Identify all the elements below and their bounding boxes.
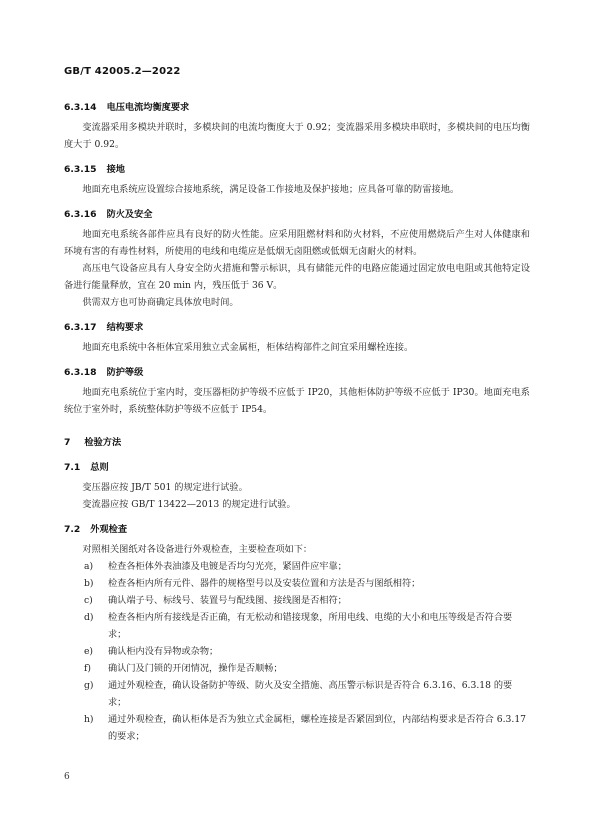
paragraph: 地面充电系统应设置综合接地系统，满足设备工作接地及保护接地；应具备可靠的防雷接地。 — [82, 184, 460, 195]
list-item-text: 检查各柜内所有元件、器件的规格型号以及安装位置和方法是否与图纸相符； — [108, 578, 421, 589]
list-item-text: 检查各柜内所有接线是否正确，有无松动和错接现象，所用电线、电缆的大小和电压等级是否符合要求； — [108, 612, 513, 640]
section-6-3-15-heading — [64, 161, 530, 178]
section-title: 防火及安全 — [106, 209, 153, 220]
list-item — [64, 609, 530, 643]
list-marker: e) — [84, 646, 94, 657]
paragraph: 地面充电系统各部件应具有良好的防火性能。应采用阻燃材料和防火材料，不应使用燃烧后产生对人体健康和环境有害的有毒性材料，所使用的电线和电缆应是低烟无卤阻燃或低烟无卤耐火的材料。 — [64, 229, 530, 257]
chapter-number: 7 — [64, 437, 71, 448]
section-6-3-17-heading — [64, 319, 530, 336]
section-title: 总则 — [90, 462, 109, 473]
standard-code-header: GB/T 42005.2—2022 — [64, 66, 181, 77]
section-number: 6.3.18 — [64, 367, 97, 378]
list-item-text: 检查各柜体外表油漆及电镀是否均匀光亮，紧固件应牢靠； — [108, 561, 347, 572]
paragraph: 变压器应按 JB/T 501 的规定进行试验。 — [82, 482, 248, 493]
list-marker: d) — [84, 612, 94, 623]
list-marker: h) — [84, 714, 94, 725]
list-marker: g) — [84, 680, 94, 691]
section-title: 结构要求 — [106, 322, 144, 333]
section-title: 接地 — [106, 164, 125, 175]
paragraph: 供需双方也可协商确定具体放电时间。 — [82, 297, 239, 308]
paragraph: 对照相关图纸对各设备进行外观检查，主要检查项如下： — [82, 544, 313, 555]
section-number: 6.3.17 — [64, 322, 97, 333]
chapter-title: 检验方法 — [84, 437, 122, 448]
document-body — [64, 99, 530, 745]
paragraph: 变流器采用多模块并联时，多模块间的电流均衡度大于 0.92；变流器采用多模块串联时，多模块间的电压均衡度大于 0.92。 — [64, 122, 530, 150]
list-item — [64, 660, 530, 677]
section-6-3-16-heading — [64, 206, 530, 223]
section-number: 6.3.15 — [64, 164, 97, 175]
list-item-text: 通过外观检查，确认柜体是否为独立式金属柜，螺栓连接是否紧固到位，内部结构要求是否符合 6.3.17 的要求； — [108, 714, 527, 742]
section-6-3-18-heading — [64, 364, 530, 381]
paragraph: 地面充电系统位于室内时，变压器柜防护等级不应低于 IP20，其他柜体防护等级不应低于 IP30。地面充电系统位于室外时，系统整体防护等级不应低于 IP54。 — [64, 387, 530, 415]
list-marker: f) — [84, 663, 91, 674]
list-item-text: 确认端子号、标线号、装置号与配线图、接线图是否相符； — [108, 595, 347, 606]
list-item — [64, 711, 530, 745]
section-7-2-heading — [64, 521, 530, 538]
section-title: 电压电流均衡度要求 — [106, 102, 190, 113]
section-title: 外观检查 — [90, 524, 128, 535]
page-number: 6 — [64, 772, 70, 782]
inspection-list — [64, 558, 530, 745]
list-item — [64, 575, 530, 592]
list-marker: a) — [84, 561, 94, 572]
paragraph: 高压电气设备应具有人身安全防火措施和警示标识，具有储能元件的电路应能通过固定放电电阻或其他特定设备进行能量释放，宜在 20 min 内，残压低于 36 V。 — [64, 263, 530, 291]
list-item — [64, 558, 530, 575]
chapter-7-heading — [64, 434, 530, 451]
section-title: 防护等级 — [106, 367, 144, 378]
list-item — [64, 677, 530, 711]
list-marker: b) — [84, 578, 94, 589]
section-number: 7.1 — [64, 462, 81, 473]
list-item-text: 确认柜内没有异物或杂物； — [108, 646, 219, 657]
list-item-text: 确认门及门锁的开闭情况，操作是否顺畅； — [108, 663, 283, 674]
list-item-text: 通过外观检查，确认设备防护等级、防火及安全措施、高压警示标识是否符合 6.3.16、6.3.18 的要求； — [108, 680, 513, 708]
section-number: 6.3.14 — [64, 102, 97, 113]
section-number: 6.3.16 — [64, 209, 97, 220]
paragraph: 地面充电系统中各柜体宜采用独立式金属柜，柜体结构部件之间宜采用螺栓连接。 — [82, 342, 414, 353]
section-7-1-heading — [64, 459, 530, 476]
list-item — [64, 643, 530, 660]
list-marker: c) — [84, 595, 93, 606]
section-number: 7.2 — [64, 524, 81, 535]
paragraph: 变流器应按 GB/T 13422—2013 的规定进行试验。 — [82, 499, 296, 510]
list-item — [64, 592, 530, 609]
section-6-3-14-heading — [64, 99, 530, 116]
